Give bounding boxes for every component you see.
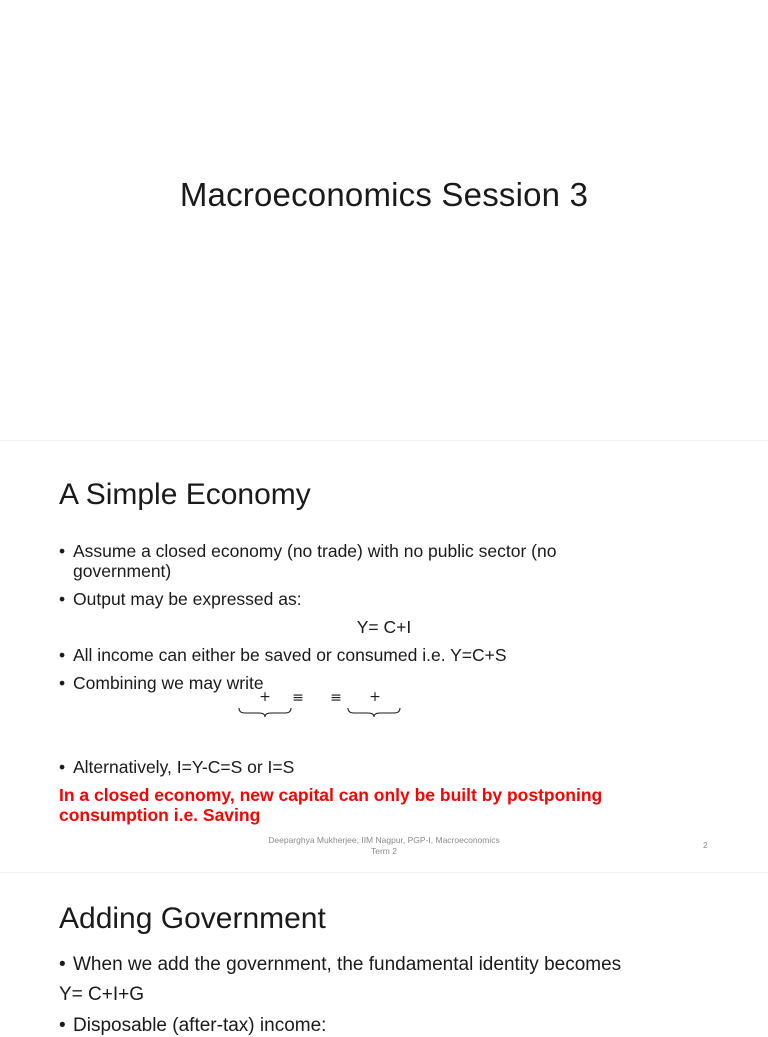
bullet-item	[59, 757, 294, 777]
bullet-text: Output may be expressed as:	[73, 589, 302, 609]
bullet-item	[59, 589, 302, 609]
page-number: 2	[703, 840, 708, 850]
equation-output: Y= C+I	[356, 617, 412, 637]
bullet-item	[59, 954, 621, 976]
plus-symbol: +	[369, 689, 381, 705]
bullet-icon: •	[59, 589, 66, 609]
bullet-text: Combining we may write	[73, 673, 264, 693]
bullet-icon: •	[59, 541, 66, 561]
bullet-text: Alternatively, I=Y-C=S or I=S	[73, 757, 295, 777]
presentation-title: Macroeconomics Session 3	[179, 176, 589, 213]
bullet-item	[59, 1015, 326, 1037]
bullet-text: Disposable (after-tax) income:	[73, 1015, 327, 1036]
footer-author: Deeparghya Mukherjee, IIM Nagpur, PGP-I, Macroeconomics	[268, 835, 500, 845]
emphasis-note-line: In a closed economy, new capital can only be built by postponing	[59, 785, 603, 805]
bullet-item	[59, 673, 264, 693]
bullet-text: When we add the government, the fundamental identity becomes	[73, 954, 622, 975]
emphasis-note	[59, 785, 709, 825]
identity-symbol: ≡	[292, 690, 304, 706]
bullet-item	[59, 645, 507, 665]
slide-heading: Adding Government	[59, 902, 326, 935]
bullet-text-continued: government)	[73, 561, 172, 581]
bullet-text: Assume a closed economy (no trade) with no public sector (no	[73, 541, 557, 561]
bullet-icon: •	[59, 1015, 66, 1036]
emphasis-note-line: consumption i.e. Saving	[59, 805, 261, 825]
slide-heading: A Simple Economy	[59, 478, 311, 511]
bullet-icon: •	[59, 954, 66, 975]
bullet-icon: •	[59, 645, 66, 665]
identity-symbol: ≡	[330, 690, 342, 706]
slide-adding-government	[0, 872, 768, 1036]
bullet-item	[59, 541, 556, 581]
footer-term: Term 2	[371, 846, 397, 856]
underbrace-right	[348, 708, 400, 717]
bullet-icon: •	[59, 673, 66, 693]
slide-footer	[184, 835, 584, 857]
equation-with-government: Y= C+I+G	[59, 984, 145, 1005]
slide-simple-economy	[0, 440, 768, 872]
underbrace-left	[239, 708, 291, 717]
plus-symbol: +	[259, 689, 271, 705]
bullet-icon: •	[59, 757, 66, 777]
slide-title	[0, 0, 768, 440]
bullet-text: All income can either be saved or consumed i.e. Y=C+S	[73, 645, 507, 665]
identity-formula	[234, 688, 404, 718]
